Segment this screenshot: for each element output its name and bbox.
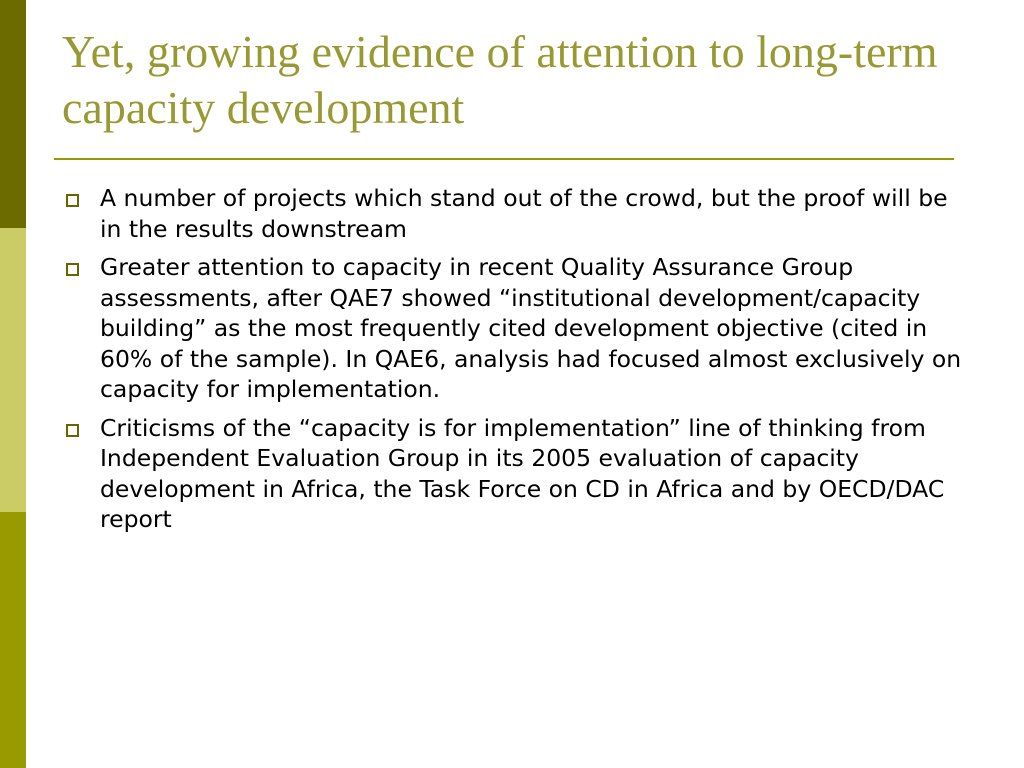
bullet-text: A number of projects which stand out of the crowd, but the proof will be in the results downstream xyxy=(100,184,948,243)
bullet-text: Greater attention to capacity in recent Quality Assurance Group assessments, after QAE7 showed “institutional development/capacity building” as the most frequently cited development objective (cited in 60% of the sample). In QAE6, analysis had focused almost exclusively on capacity for implementation. xyxy=(100,253,962,403)
bullet-item xyxy=(64,252,969,405)
title-divider xyxy=(54,158,954,160)
square-bullet-icon xyxy=(66,424,79,437)
slide-title: Yet, growing evidence of attention to long-term capacity development xyxy=(62,26,938,133)
sidebar-band-dark xyxy=(0,0,26,228)
square-bullet-icon xyxy=(66,194,79,207)
bullet-list xyxy=(64,183,969,543)
sidebar-band-medium xyxy=(0,512,26,768)
bullet-text: Criticisms of the “capacity is for implementation” line of thinking from Independent Evaluation Group in its 2005 evaluation of capacity development in Africa, the Task Force on CD in Africa and by OECD/DAC report xyxy=(100,413,945,533)
sidebar-band-light xyxy=(0,228,26,512)
bullet-item xyxy=(64,183,969,244)
bullet-item xyxy=(64,413,969,535)
square-bullet-icon xyxy=(66,263,79,276)
